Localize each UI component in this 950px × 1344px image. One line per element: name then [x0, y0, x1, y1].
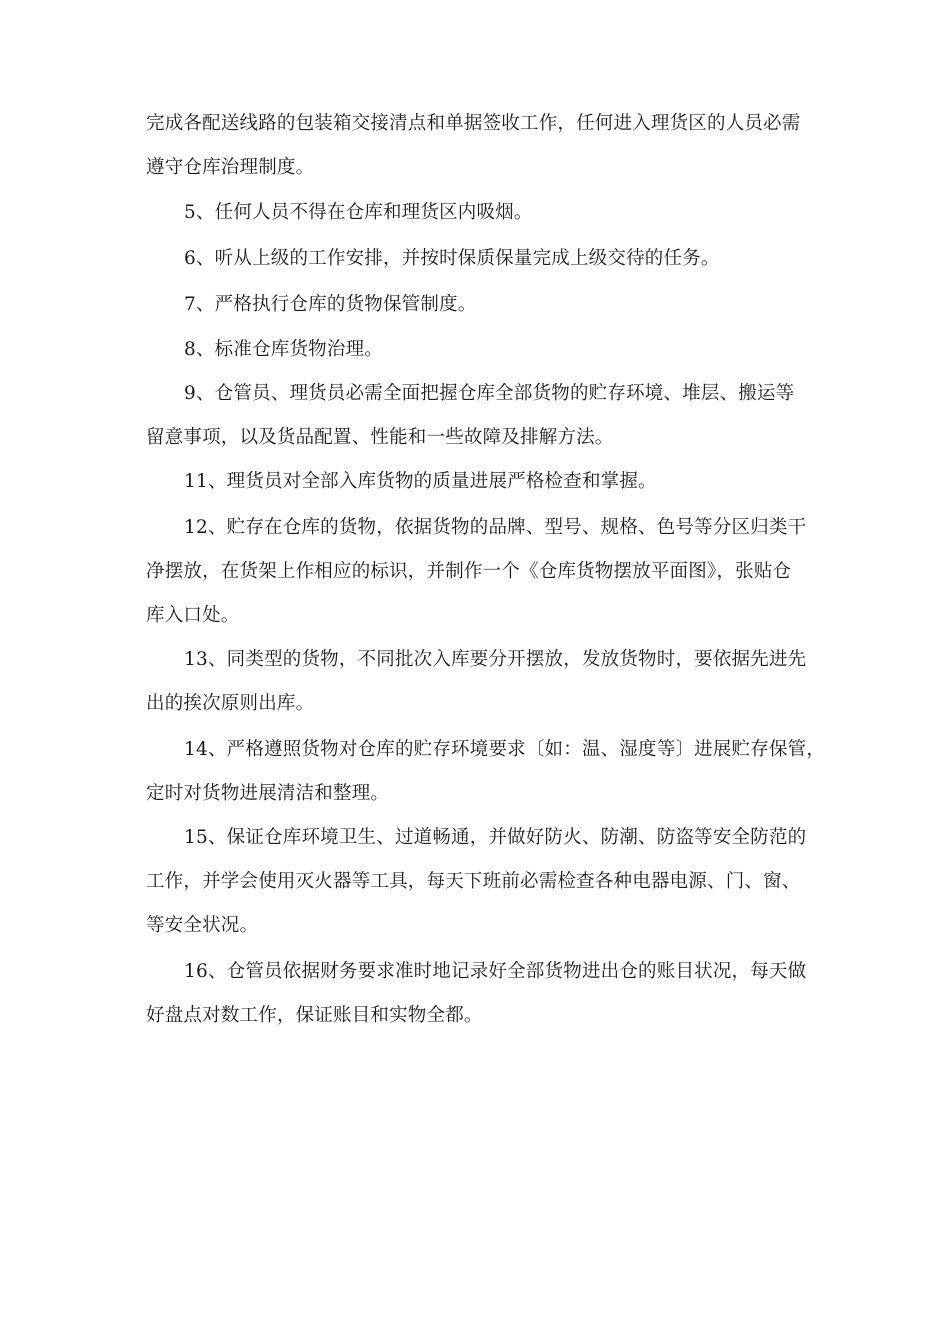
- text-line: 完成各配送线路的包装箱交接清点和单据签收工作，任何进入理货区的人员必需: [146, 113, 801, 134]
- text-line: 好盘点对数工作，保证账目和实物全都。: [146, 1005, 483, 1026]
- list-item-15: 15、保证仓库环境卫生、过道畅通，并做好防火、防潮、防盗等安全防范的: [184, 827, 807, 848]
- text-line: 留意事项，以及货品配置、性能和一些故障及排解方法。: [146, 427, 614, 448]
- text-line: 等安全状况。: [146, 915, 259, 936]
- list-item-5: 5、任何人员不得在仓库和理货区内吸烟。: [184, 202, 533, 223]
- list-item-11: 11、理货员对全部入库货物的质量进展严格检查和掌握。: [184, 471, 657, 492]
- text-line: 遵守仓库治理制度。: [146, 157, 315, 178]
- list-item-13: 13、同类型的货物，不同批次入库要分开摆放，发放货物时，要依据先进先: [184, 649, 807, 670]
- list-item-9: 9、仓管员、理货员必需全面把握仓库全部货物的贮存环境、堆层、搬运等: [184, 383, 795, 404]
- list-item-6: 6、听从上级的工作安排，并按时保质保量完成上级交待的任务。: [184, 248, 720, 269]
- list-item-16: 16、仓管员依据财务要求准时地记录好全部货物进出仓的账目状况，每天做: [184, 961, 807, 982]
- text-line: 库入口处。: [146, 605, 240, 626]
- text-line: 定时对货物进展清洁和整理。: [146, 783, 390, 804]
- text-line: 净摆放，在货架上作相应的标识，并制作一个《仓库货物摆放平面图》，张贴仓: [146, 561, 792, 582]
- list-item-8: 8、标准仓库货物治理。: [184, 339, 383, 360]
- list-item-12: 12、贮存在仓库的货物，依据货物的品牌、型号、规格、色号等分区归类干: [184, 517, 807, 538]
- text-line: 出的挨次原则出库。: [146, 693, 315, 714]
- list-item-14: 14、严格遵照货物对仓库的贮存环境要求〔如：温、湿度等〕进展贮存保管，: [184, 739, 826, 760]
- text-line: 工作，并学会使用灭火器等工具，每天下班前必需检查各种电器电源、门、窗、: [146, 871, 801, 892]
- list-item-7: 7、严格执行仓库的货物保管制度。: [184, 294, 477, 315]
